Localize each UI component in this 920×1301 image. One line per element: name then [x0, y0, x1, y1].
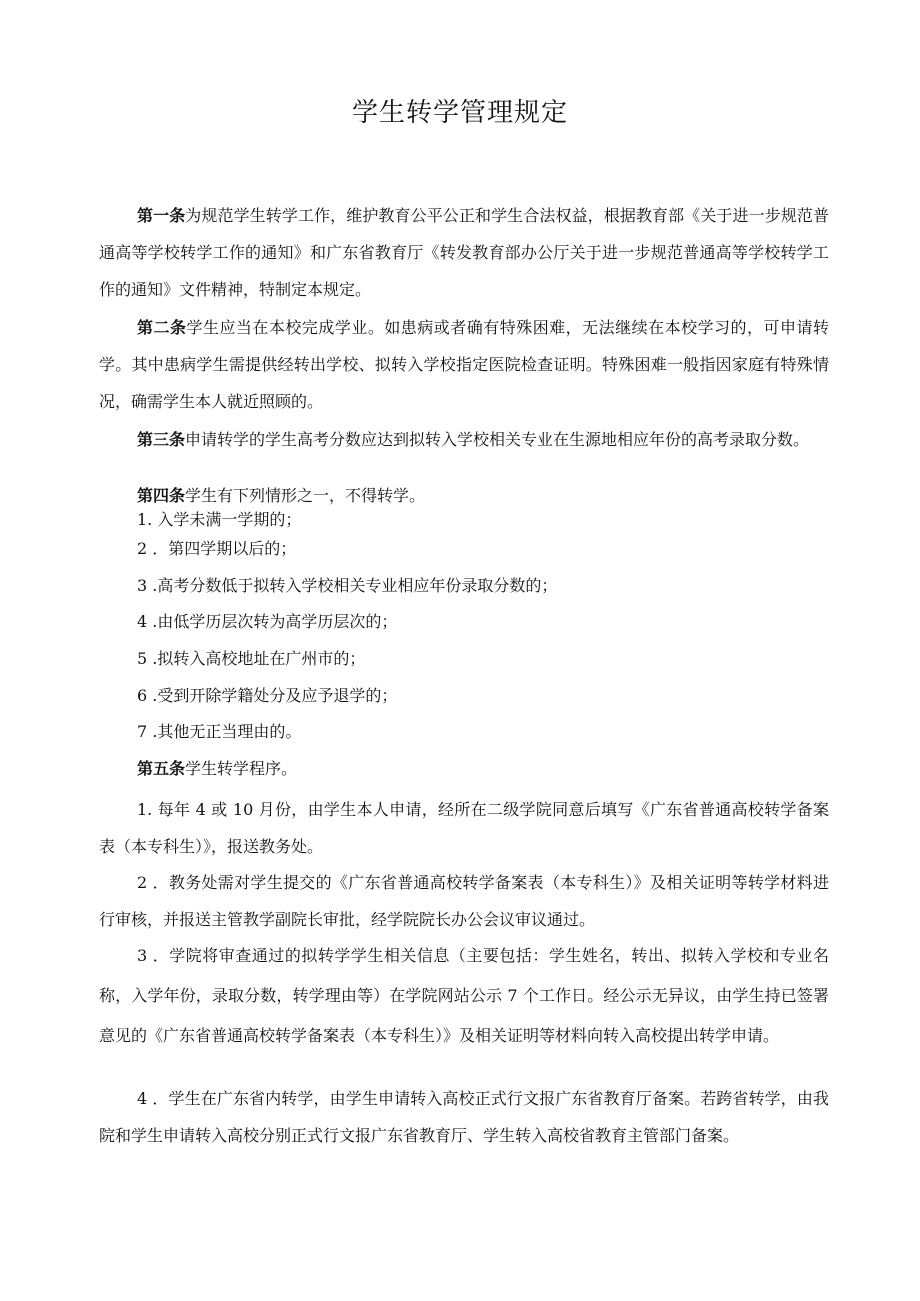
procedure-step: 1. 每年 4 或 10 月份，由学生本人申请，经所在二级学院同意后填写《广东省普通高校转学备案表（本专科生）》，报送教务处。 — [99, 800, 829, 856]
list-item: 7 .其他无正当理由的。 — [137, 722, 302, 741]
article-1-label: 第一条 — [137, 206, 186, 225]
article-5-label: 第五条 — [137, 759, 186, 778]
procedure-step: 2 ．教务处需对学生提交的《广东省普通高校转学备案表（本专科生）》及相关证明等转学材料进行审核，并报送主管教学副院长审批，经学院院长办公会议审议通过。 — [99, 873, 829, 929]
list-item: 1. 入学未满一学期的； — [137, 510, 302, 529]
article-1 — [99, 197, 829, 308]
article-3-label: 第三条 — [137, 430, 186, 449]
article-5 — [99, 754, 829, 784]
article-2-text: 学生应当在本校完成学业。如患病或者确有特殊困难，无法继续在本校学习的，可申请转学。其中患病学生需提供经转出学校、拟转入学校指定医院检查证明。特殊困难一般指因家庭有特殊情况，确需学生本人就近照顾的。 — [99, 318, 829, 411]
article-2 — [99, 309, 829, 420]
list-item: 2 ．第四学期以后的； — [137, 539, 297, 558]
procedure-step: 3 ．学院将审查通过的拟转学学生相关信息（主要包括：学生姓名，转出、拟转入学校和专业名称，入学年份，录取分数，转学理由等）在学院网站公示 7 个工作日。经公示无异议，由学生持已签署意见的《广东省普通高校转学备案表（本专科生）》及相关证明等材料向转入高校提出转学申请。 — [99, 946, 829, 1045]
article-2-label: 第二条 — [137, 318, 187, 337]
procedure-step: 4 ．学生在广东省内转学，由学生申请转入高校正式行文报广东省教育厅备案。若跨省转学，由我院和学生申请转入高校分别正式行文报广东省教育厅、学生转入高校省教育主管部门备案。 — [99, 1089, 829, 1145]
article-5-text: 学生转学程序。 — [185, 759, 298, 778]
article-1-text: 为规范学生转学工作，维护教育公平公正和学生合法权益，根据教育部《关于进一步规范普通高等学校转学工作的通知》和广东省教育厅《转发教育部办公厅关于进一步规范普通高等学校转学工作的通知》文件精神，特制定本规定。 — [99, 206, 829, 299]
article-3-text: 申请转学的学生高考分数应达到拟转入学校相关专业在生源地相应年份的高考录取分数。 — [185, 430, 810, 449]
list-item: 4 .由低学历层次转为高学历层次的； — [137, 612, 398, 631]
document-title: 学生转学管理规定 — [351, 98, 568, 128]
list-item: 3 .高考分数低于拟转入学校相关专业相应年份录取分数的； — [137, 576, 558, 595]
list-item: 6 .受到开除学籍处分及应予退学的； — [137, 686, 398, 705]
article-3 — [99, 420, 829, 459]
article-4-text: 学生有下列情形之一，不得转学。 — [185, 486, 426, 505]
list-item: 5 .拟转入高校地址在广州市的； — [137, 649, 366, 668]
article-4-label: 第四条 — [137, 486, 186, 505]
